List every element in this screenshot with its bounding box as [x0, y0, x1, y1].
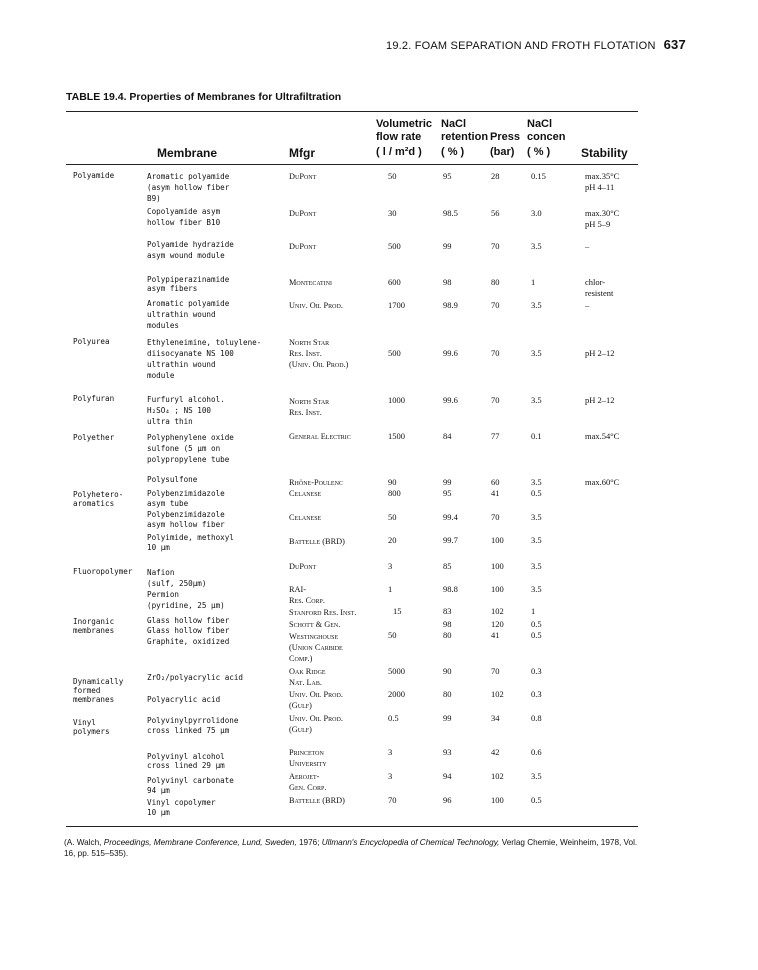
retention-cell: 96 [443, 795, 452, 805]
press-cell: 34 [491, 713, 500, 723]
conc-cell: 3.0 [531, 208, 542, 218]
stability-cell: chlor- resistent [585, 277, 614, 298]
membrane-cell: Aromatic polyamide ultrathin wound modules [147, 299, 230, 330]
retention-cell: 93 [443, 747, 452, 757]
mfgr-cell: Schott & Gen. [289, 620, 341, 629]
mfgr-cell: North Star Res. Inst. [289, 397, 330, 417]
membrane-cell: Copolyamide asym hollow fiber B10 [147, 207, 221, 227]
press-cell: 70 [491, 348, 500, 358]
footnote-text: (A. Walch, [64, 838, 104, 847]
page-number: 637 [663, 37, 686, 52]
footnote-text: Verlag Chemie, Weinheim, 1978, Vol. 16, pp. 515–535). [64, 838, 638, 858]
retention-cell: 98.5 [443, 208, 458, 218]
class-polyurea: Polyurea [73, 337, 110, 346]
conc-cell: 0.6 [531, 747, 542, 757]
footnote-encyclopedia: Ullmann's Encyclopedia of Chemical Technology, [321, 838, 500, 847]
conc-cell: 0.3 [531, 689, 542, 699]
header-press-1: Press [490, 131, 520, 143]
header-retention-3: ( % ) [441, 146, 465, 158]
header-conc-2: concen [527, 131, 566, 143]
press-cell: 28 [491, 171, 500, 181]
mfgr-cell: General Electric [289, 432, 351, 441]
retention-cell: 99.4 [443, 512, 458, 522]
flow-cell: 2000 [388, 689, 405, 699]
membrane-cell: Graphite, oxidized [147, 637, 230, 646]
running-head-title: 19.2. FOAM SEPARATION AND FROTH FLOTATION [386, 40, 656, 52]
header-stability: Stability [581, 146, 628, 160]
mfgr-cell: Battelle (BRD) [289, 537, 345, 546]
mfgr-cell: Celanese [289, 513, 322, 522]
conc-cell: 3.5 [531, 477, 542, 487]
class-inorganic: Inorganic membranes [73, 617, 115, 635]
flow-cell: 15 [393, 606, 402, 616]
flow-cell: 800 [388, 488, 401, 498]
membrane-cell: Polyvinyl alcohol cross lined 29 μm [147, 752, 225, 770]
flow-cell: 1000 [388, 395, 405, 405]
press-cell: 102 [491, 606, 504, 616]
press-cell: 70 [491, 512, 500, 522]
press-cell: 70 [491, 395, 500, 405]
retention-cell: 80 [443, 689, 452, 699]
table-bottom-rule [66, 826, 638, 827]
stability-cell: – [585, 300, 590, 310]
press-cell: 102 [491, 771, 504, 781]
mfgr-cell: Univ. Oil Prod. [289, 301, 343, 310]
class-fluoropolymer: Fluoropolymer [73, 567, 133, 576]
flow-cell: 30 [388, 208, 397, 218]
mfgr-cell: DuPont [289, 562, 317, 571]
membrane-cell: Polyacrylic acid [147, 695, 221, 704]
conc-cell: 3.5 [531, 395, 542, 405]
retention-cell: 99 [443, 713, 452, 723]
flow-cell: 500 [388, 348, 401, 358]
flow-cell: 3 [388, 771, 393, 781]
press-cell: 70 [491, 241, 500, 251]
conc-cell: 0.5 [531, 630, 542, 640]
flow-cell: 90 [388, 477, 397, 487]
press-cell: 100 [491, 584, 504, 594]
flow-cell: 5000 [388, 666, 405, 676]
footnote-text: 1976; [296, 838, 322, 847]
press-cell: 100 [491, 795, 504, 805]
flow-cell: 600 [388, 277, 401, 287]
retention-cell: 98 [443, 619, 452, 629]
table-caption: TABLE 19.4. Properties of Membranes for Ultrafiltration [66, 91, 342, 103]
class-dynamically-formed: Dynamically formed membranes [73, 677, 124, 704]
mfgr-cell: Celanese [289, 489, 322, 498]
press-cell: 120 [491, 619, 504, 629]
conc-cell: 1 [531, 277, 536, 287]
mfgr-cell: DuPont [289, 172, 317, 181]
mfgr-cell: Westinghouse (Union Carbide Comp.) [289, 632, 343, 663]
conc-cell: 1 [531, 606, 536, 616]
conc-cell: 0.1 [531, 431, 542, 441]
conc-cell: 0.5 [531, 619, 542, 629]
flow-cell: 1 [388, 584, 393, 594]
table-top-rule [66, 111, 638, 112]
stability-cell: pH 2–12 [585, 395, 615, 405]
membrane-cell: Polypiperazinamide asym fibers [147, 275, 230, 293]
membrane-cell: Vinyl copolymer 10 μm [147, 798, 216, 817]
retention-cell: 99.6 [443, 348, 458, 358]
retention-cell: 98.8 [443, 584, 458, 594]
table-footnote [64, 837, 644, 859]
class-polyfuran: Polyfuran [73, 394, 115, 403]
membrane-cell: Ethyleneimine, toluylene- diisocyanate NS 100 ultrathin wound module [147, 338, 262, 380]
retention-cell: 83 [443, 606, 452, 616]
table-header-rule [66, 164, 638, 165]
membrane-cell: Aromatic polyamide (asym hollow fiber B9) [147, 172, 230, 203]
flow-cell: 3 [388, 561, 393, 571]
conc-cell: 0.3 [531, 666, 542, 676]
press-cell: 100 [491, 561, 504, 571]
mfgr-cell: Princeton University [289, 748, 327, 768]
press-cell: 41 [491, 630, 500, 640]
class-polyamide: Polyamide [73, 171, 115, 180]
mfgr-cell: RAI- Res. Corp. [289, 585, 325, 605]
membrane-cell: Polyphenylene oxide sulfone (5 μm on polypropylene tube [147, 433, 234, 464]
membrane-cell: Polyamide hydrazide asym wound module [147, 240, 234, 260]
conc-cell: 0.5 [531, 795, 542, 805]
membrane-cell: Furfuryl alcohol. H₂SO₄ ; NS 100 ultra thin [147, 395, 225, 426]
header-conc-1: NaCl [527, 118, 553, 130]
flow-cell: 500 [388, 241, 401, 251]
retention-cell: 99 [443, 477, 452, 487]
mfgr-cell: Oak Ridge Nat. Lab. [289, 667, 326, 687]
retention-cell: 99 [443, 241, 452, 251]
header-mfgr: Mfgr [289, 146, 315, 160]
mfgr-cell: Rhône-Poulenc [289, 478, 343, 487]
retention-cell: 99.7 [443, 535, 458, 545]
retention-cell: 94 [443, 771, 452, 781]
press-cell: 70 [491, 666, 500, 676]
mfgr-cell: DuPont [289, 242, 317, 251]
class-polyheteroaromatics: Polyhetero- aromatics [73, 490, 124, 508]
membrane-cell: Polybenzimidazole asym hollow fiber [147, 510, 225, 529]
press-cell: 60 [491, 477, 500, 487]
retention-cell: 90 [443, 666, 452, 676]
press-cell: 41 [491, 488, 500, 498]
retention-cell: 84 [443, 431, 452, 441]
mfgr-cell: Univ. Oil Prod. (Gulf) [289, 714, 343, 734]
membrane-cell: Polyimide, methoxyl 10 μm [147, 533, 234, 552]
mfgr-cell: Montecatini [289, 278, 333, 287]
flow-cell: 70 [388, 795, 397, 805]
conc-cell: 3.5 [531, 300, 542, 310]
conc-cell: 3.5 [531, 771, 542, 781]
stability-cell: max.30°C pH 5–9 [585, 208, 620, 229]
footnote-proceedings: Proceedings, Membrane Conference, Lund, Sweden, [103, 838, 297, 847]
retention-cell: 95 [443, 488, 452, 498]
membrane-cell: Polybenzimidazole asym tube [147, 489, 225, 508]
flow-cell: 0.5 [388, 713, 399, 723]
stability-cell: – [585, 241, 590, 251]
membrane-cell: Polyvinyl carbonate 94 μm [147, 776, 234, 795]
header-press-2: (bar) [490, 146, 515, 158]
mfgr-cell: Aerojet- Gen. Corp. [289, 772, 327, 792]
conc-cell: 3.5 [531, 584, 542, 594]
retention-cell: 95 [443, 171, 452, 181]
mfgr-cell: North Star Res. Inst. (Univ. Oil Prod.) [289, 338, 349, 369]
membrane-cell: Polysulfone [147, 475, 198, 484]
header-retention-1: NaCl [441, 118, 467, 130]
press-cell: 56 [491, 208, 500, 218]
flow-cell: 50 [388, 630, 397, 640]
flow-cell: 20 [388, 535, 397, 545]
conc-cell: 0.15 [531, 171, 546, 181]
header-flow-1: Volumetric [376, 118, 433, 130]
stability-cell: max.54°C [585, 431, 620, 441]
stability-cell: pH 2–12 [585, 348, 615, 358]
conc-cell: 0.5 [531, 488, 542, 498]
conc-cell: 3.5 [531, 535, 542, 545]
membrane-cell: Glass hollow fiber [147, 626, 230, 635]
membrane-cell: ZrO₂/polyacrylic acid [147, 673, 244, 682]
stability-cell: max.35°C pH 4–11 [585, 171, 620, 192]
mfgr-cell: DuPont [289, 209, 317, 218]
retention-cell: 99.6 [443, 395, 458, 405]
press-cell: 42 [491, 747, 500, 757]
class-polyether: Polyether [73, 433, 115, 442]
press-cell: 80 [491, 277, 500, 287]
conc-cell: 3.5 [531, 241, 542, 251]
stability-cell: max.60°C [585, 477, 620, 487]
header-membrane: Membrane [157, 146, 218, 160]
conc-cell: 3.5 [531, 512, 542, 522]
flow-cell: 50 [388, 512, 397, 522]
conc-cell: 3.5 [531, 561, 542, 571]
header-flow-2: flow rate [376, 131, 422, 143]
retention-cell: 80 [443, 630, 452, 640]
flow-cell: 3 [388, 747, 393, 757]
mfgr-cell: Stanford Res. Inst. [289, 608, 357, 617]
running-head [386, 37, 696, 52]
mfgr-cell: Battelle (BRD) [289, 796, 345, 805]
conc-cell: 3.5 [531, 348, 542, 358]
retention-cell: 85 [443, 561, 452, 571]
flow-cell: 1500 [388, 431, 405, 441]
retention-cell: 98.9 [443, 300, 458, 310]
membrane-cell: Polyvinylpyrrolidone cross linked 75 μm [147, 716, 239, 735]
flow-cell: 1700 [388, 300, 405, 310]
press-cell: 77 [491, 431, 500, 441]
header-conc-3: ( % ) [527, 146, 551, 158]
membrane-cell: Permion (pyridine, 25 μm) [147, 590, 225, 610]
header-flow-3: ( l / m²d ) [376, 146, 422, 158]
header-retention-2: retention [441, 131, 489, 143]
press-cell: 100 [491, 535, 504, 545]
mfgr-cell: Univ. Oil Prod. (Gulf) [289, 690, 343, 710]
flow-cell: 50 [388, 171, 397, 181]
conc-cell: 0.8 [531, 713, 542, 723]
membrane-cell: Glass hollow fiber [147, 616, 230, 625]
class-vinyl-polymers: Vinyl polymers [73, 718, 110, 736]
press-cell: 70 [491, 300, 500, 310]
press-cell: 102 [491, 689, 504, 699]
retention-cell: 98 [443, 277, 452, 287]
membrane-cell: Nafion (sulf, 250μm) [147, 568, 207, 588]
